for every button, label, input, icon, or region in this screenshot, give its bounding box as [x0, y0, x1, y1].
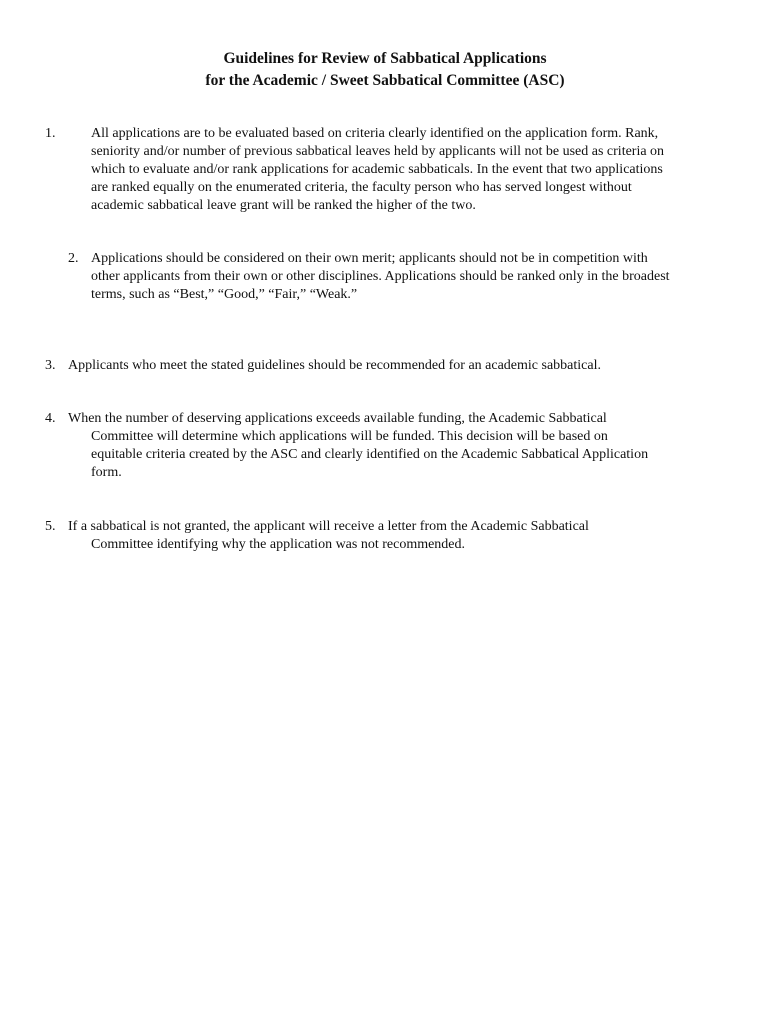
item-text-line: All applications are to be evaluated based on criteria clearly identified on the application form. Rank,: [91, 126, 659, 141]
item-text-line: When the number of deserving applications exceeds available funding, the Academic Sabbatical: [68, 411, 607, 426]
item-text-line: which to evaluate and/or rank applications for academic sabbaticals. In the event that two applications: [91, 162, 663, 177]
guideline-item-4: [0, 410, 770, 490]
item-number: 2.: [68, 251, 79, 266]
item-text-line: other applicants from their own or other disciplines. Applications should be ranked only in the broadest: [91, 269, 670, 284]
guideline-item-5: [0, 518, 770, 558]
item-text-line: Committee will determine which applications will be funded. This decision will be based on: [91, 429, 608, 444]
item-number: 3.: [45, 358, 56, 373]
item-text-line: form.: [91, 465, 122, 480]
item-text-line: Committee identifying why the application was not recommended.: [91, 537, 466, 552]
document-title: Guidelines for Review of Sabbatical Applications: [223, 50, 547, 67]
item-text-line: Applications should be considered on their own merit; applicants should not be in competition with: [91, 251, 648, 266]
item-text-line: If a sabbatical is not granted, the applicant will receive a letter from the Academic Sabbatical: [68, 519, 589, 534]
item-number: 1.: [45, 126, 56, 141]
item-text-line: are ranked equally on the enumerated criteria, the faculty person who has served longest without: [91, 180, 632, 195]
item-text-line: seniority and/or number of previous sabbatical leaves held by applicants will not be used as criteria on: [91, 144, 665, 159]
item-text-line: terms, such as “Best,” “Good,” “Fair,” “Weak.”: [91, 287, 358, 302]
item-text-line: Applicants who meet the stated guidelines should be recommended for an academic sabbatical.: [68, 358, 601, 373]
document-subtitle: for the Academic / Sweet Sabbatical Committee (ASC): [205, 72, 565, 89]
item-number: 4.: [45, 411, 56, 426]
item-text-line: equitable criteria created by the ASC and clearly identified on the Academic Sabbatical Application: [91, 447, 649, 462]
item-text-line: academic sabbatical leave grant will be ranked the higher of the two.: [91, 198, 476, 213]
guideline-item-3: [0, 357, 770, 377]
guideline-item-2: [0, 250, 770, 310]
guideline-item-1: [0, 125, 770, 225]
item-number: 5.: [45, 519, 56, 534]
